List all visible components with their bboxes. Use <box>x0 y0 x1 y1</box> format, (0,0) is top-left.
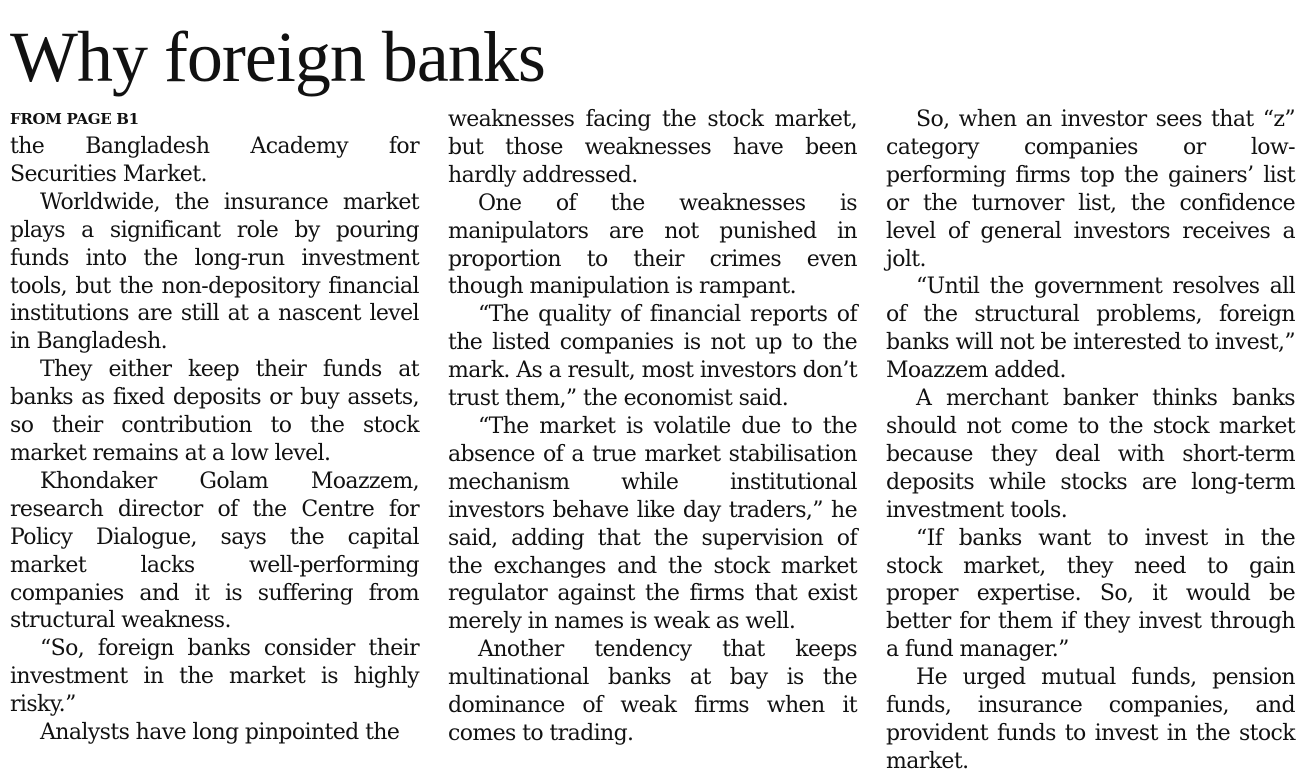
paragraph: the Bangladesh Academy for Securities Market. <box>10 134 419 187</box>
paragraph: “If banks want to invest in the stock market, they need to gain proper expertise. So, it would be better for them if they invest through a fund manager.” <box>886 525 1295 663</box>
paragraph: Khondaker Golam Moazzem, research director of the Centre for Policy Dialogue, says the capital market lacks well-performing companies and it is suffering from structural weakness. <box>10 468 419 634</box>
paragraph: So, when an investor sees that “z” category companies or low-performing firms top the gainers’ list or the turnover list, the confidence level of general investors receives a jolt. <box>886 107 1295 272</box>
article-column-1 <box>10 106 419 747</box>
article-column-2 <box>448 106 857 748</box>
paragraph: “So, foreign banks consider their investment in the market is highly risky.” <box>10 636 419 718</box>
paragraph: weaknesses facing the stock market, but those weaknesses have been hardly addressed. <box>448 107 857 188</box>
paragraph: Another tendency that keeps multinational banks at bay is the dominance of weak firms when it comes to trading. <box>448 637 857 746</box>
paragraph: He urged mutual funds, pension funds, insurance companies, and provident funds to invest in the stock market. <box>886 665 1295 774</box>
paragraph: A merchant banker thinks banks should not come to the stock market because they deal with short-term deposits while stocks are long-term investment tools. <box>886 386 1295 523</box>
continued-from-kicker: FROM PAGE B1 <box>10 110 139 128</box>
paragraph: They either keep their funds at banks as fixed deposits or buy assets, so their contribution to the stock market remains at a low level. <box>10 357 419 466</box>
paragraph: “The quality of financial reports of the listed companies is not up to the mark. As a result, most investors don’t trust them,” the economist said. <box>448 302 857 412</box>
paragraph: Analysts have long pinpointed the <box>40 720 400 746</box>
paragraph: “Until the government resolves all of the structural problems, foreign banks will not be interested to invest,” Moazzem added. <box>886 274 1295 384</box>
paragraph: “The market is volatile due to the absence of a true market stabilisation mechanism while institutional investors behave like day traders,” he said, adding that the supervision of the exchanges and the stock market regulator against the firms that exist merely in names is weak as well. <box>448 413 857 635</box>
headline: Why foreign banks <box>10 17 545 97</box>
article-column-3 <box>886 106 1295 776</box>
paragraph: Worldwide, the insurance market plays a significant role by pouring funds into the long-run investment tools, but the non-depository financial institutions are still at a nascent level in Bangladesh. <box>10 189 419 355</box>
paragraph: One of the weaknesses is manipulators are not punished in proportion to their crimes even though manipulation is rampant. <box>448 190 857 300</box>
